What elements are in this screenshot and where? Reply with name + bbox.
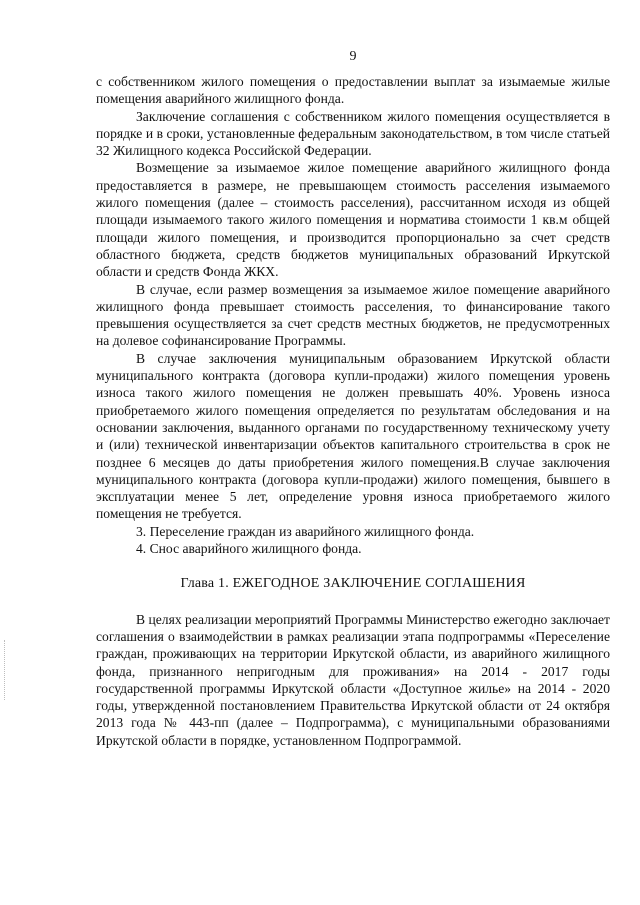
paragraph-wear-level: В случае заключения муниципальным образованием Иркутской области муниципального контракта (договора купли-продажи) жилого помещения уровень износа такого жилого помещения не должен превышать 40%. Уровень износа приобретаемого жилого помещения определяется по результатам обследования и на основании заключения, выданного органами по государственному техническому учету и (или) технической инвентаризации объектов капитального строительства в срок не позднее 6 месяцев до даты приобретения жилого помещения.В случае заключения муниципального контракта (договора купли-продажи) жилого помещения, бывшего в эксплуатации менее 5 лет, определение уровня износа приобретаемого жилого помещения не требуется.: [96, 350, 610, 522]
page-number: 9: [349, 49, 357, 64]
paragraph-chapter-body: В целях реализации мероприятий Программы Министерство ежегодно заключает соглашения о взаимодействии в рамках реализации этапа подпрограммы «Переселение граждан, проживающих на территории Иркутской области, из аварийного жилищного фонда, признанного непригодным для проживания» на 2014 - 2017 годы государственной программы Иркутской области «Доступное жилье» на 2014 - 2020 годы, утвержденной постановлением Правительства Иркутской области от 24 октября 2013 года № 443-пп (далее – Подпрограмма), с муниципальными образованиями Иркутской области в порядке, установленном Подпрограммой.: [96, 611, 610, 748]
paragraph-agreement-conclusion: Заключение соглашения с собственником жилого помещения осуществляется в порядке и в сроки, установленные федеральным законодательством, в том числе статьей 32 Жилищного кодекса Российской Федерации.: [96, 108, 610, 159]
scan-margin-marks: [4, 640, 7, 700]
paragraph-compensation: Возмещение за изымаемое жилое помещение аварийного жилищного фонда предоставляется в размере, не превышающем стоимость расселения изымаемого жилого помещения (далее – стоимость расселения), рассчитанном исходя из общей площади изымаемого такого жилого помещения и норматива стоимости 1 кв.м общей площади жилого помещения, и производится пропорционально за счет средств областного бюджета, средств бюджетов муниципальных образований Иркутской области и средств Фонда ЖКХ.: [96, 160, 610, 280]
paragraph-excess-financing: В случае, если размер возмещения за изымаемое жилое помещение аварийного жилищного фонда превышает стоимость расселения, то финансирование такого превышения осуществляется за счет средств местных бюджетов, не предусмотренных на долевое софинансирование Программы.: [96, 281, 610, 349]
list-item-resettlement: 3. Переселение граждан из аварийного жилищного фонда.: [136, 523, 475, 539]
paragraph-continuation: с собственником жилого помещения о предоставлении выплат за изымаемые жилые помещения аварийного жилищного фонда.: [96, 74, 610, 107]
list-item-demolition: 4. Снос аварийного жилищного фонда.: [136, 541, 362, 557]
chapter-heading: Глава 1. ЕЖЕГОДНОЕ ЗАКЛЮЧЕНИЕ СОГЛАШЕНИЯ: [180, 576, 526, 592]
